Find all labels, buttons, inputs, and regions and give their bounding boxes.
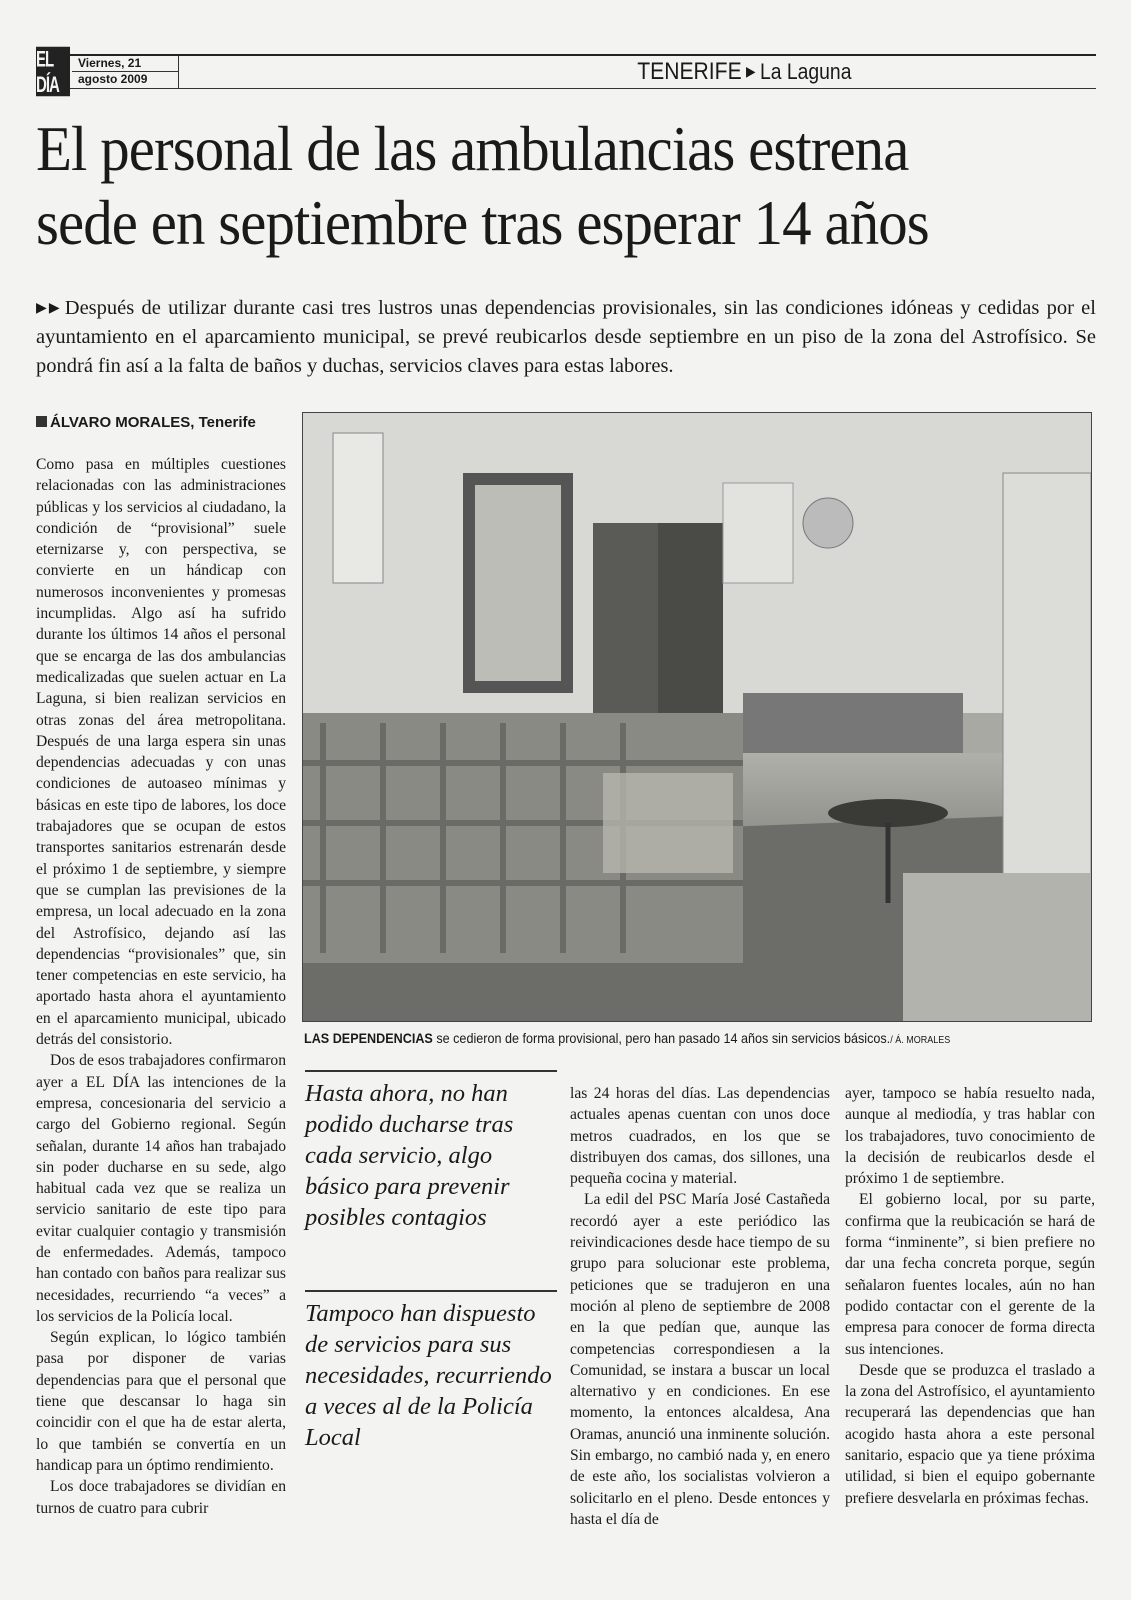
pull-quote-2: Tampoco han dispuesto de servicios para sus necesidades, recurriendo a veces al de la Policía Local	[305, 1290, 557, 1453]
double-arrow-icon: ▶▶	[36, 300, 62, 316]
caption-text: se cedieron de forma provisional, pero han pasado 14 años sin servicios básicos.	[432, 1030, 891, 1046]
issue-month-year: agosto 2009	[78, 72, 148, 86]
pull-quote-1: Hasta ahora, no han podido ducharse tras cada servicio, algo básico para prevenir posibles contagios	[305, 1070, 557, 1233]
article-column-4	[845, 1083, 1095, 1509]
paragraph: Desde que se produzca el traslado a la zona del Astrofísico, el ayuntamiento recuperará las dependencias que han acogido hasta ahora a este personal sanitario, espacio que ya tiene próxima utilidad, si bien el equipo gobernante prefiere desvelarla en próximas fechas.	[845, 1361, 1095, 1507]
paragraph: El gobierno local, por su parte, confirma que la reubicación se hará de forma “inminente”, si bien prefiere no dar una fecha concreta porque, según señalaron fuentes locales, aún no han podido contactar con el gerente de la empresa para conocer de forma directa sus intenciones.	[845, 1191, 1095, 1358]
headline-line-1: El personal de las ambulancias estrena	[36, 113, 909, 184]
caption-lead: LAS DEPENDENCIAS	[304, 1030, 433, 1046]
paragraph: Los doce trabajadores se dividían en turnos de cuatro para cubrir	[36, 1478, 286, 1517]
article-deck	[36, 294, 1096, 381]
paragraph: ayer, tampoco se había resuelto nada, aunque al mediodía, y tras hablar con los trabajadores, tuvo conocimiento de la decisión de reubicarlos desde el próximo 1 de septiembre.	[845, 1085, 1095, 1188]
issue-date	[72, 56, 179, 88]
article-column-1	[36, 454, 286, 1519]
byline	[36, 414, 256, 431]
header-rule-top	[36, 54, 1096, 56]
paragraph: Como pasa en múltiples cuestiones relacionadas con las administraciones públicas y los servicios al ciudadano, la condición de “provisional” suele eternizarse y, con perspectiva, se convierte en un hándicap con numerosos inconvenientes y promesas incumplidas. Algo así ha sufrido durante los últimos 14 años el personal que se encarga de las dos ambulancias medicalizadas que suelen actuar en La Laguna, si bien realizan servicios en otras zonas del área metropolitana. Después de una larga espera sin unas dependencias adecuadas y con unas condiciones de autoaseo mínimas y básicas en este tipo de labores, los doce trabajadores que se ocupan de estos transportes sanitarios estrenarán desde el próximo 1 de septiembre, y siempre que se cumplan las previsiones de la empresa, un local adecuado en la zona del Astrofísico, dejando así las dependencias “provisionales” que, sin tener competencias en este servicio, ha aportado hasta ahora el ayuntamiento en el aparcamiento municipal, ubicado detrás del consistorio.	[36, 456, 286, 1049]
paragraph: las 24 horas del días. Las dependencias actuales apenas cuentan con unos doce metros cuadrados, en los que se distribuyen dos camas, dos sillones, una pequeña cocina y material.	[570, 1085, 830, 1188]
headline-line-2: sede en septiembre tras esperar 14 años	[36, 187, 929, 258]
article-photo	[302, 412, 1092, 1022]
byline-author: ÁLVARO MORALES	[50, 414, 191, 431]
header-rule-bottom	[36, 88, 1096, 89]
paragraph: Dos de esos trabajadores confirmaron ayer a EL DÍA las intenciones de la empresa, concesionaria del servicio a cargo del Gobierno regional. Según señalan, durante 14 años han trabajado sin poder ducharse en su sede, algo habitual cada vez que se realiza un servicio sanitario de este tipo para evitar cualquier contagio y transmisión de enfermedades. Además, tampoco han contado con baños para realizar sus necesidades, recurriendo “a veces” a los servicios de la Policía local.	[36, 1052, 286, 1325]
byline-place: , Tenerife	[190, 414, 256, 431]
photo-caption	[304, 1030, 1015, 1046]
section-label	[637, 58, 851, 86]
section-name: TENERIFE	[636, 58, 742, 85]
paragraph: Según explican, lo lógico también pasa por disponer de varias dependencias para que el personal que tiene que descansar lo haga sin coincidir con el que ha de estar alerta, lo que también se convertía en un handicap para un óptimo rendimiento.	[36, 1329, 286, 1474]
subsection-name: La Laguna	[759, 59, 851, 84]
triangle-right-icon: ▶	[745, 63, 756, 79]
photo-credit: / Á. MORALES	[890, 1035, 951, 1046]
issue-day: Viernes, 21	[72, 56, 178, 72]
square-bullet-icon	[36, 416, 47, 427]
newspaper-logo: EL DÍA	[36, 47, 70, 97]
room-photo-illustration	[303, 413, 1091, 1021]
deck-text: Después de utilizar durante casi tres lustros unas dependencias provisionales, sin las condiciones idóneas y cedidas por el ayuntamiento en el aparcamiento municipal, se prevé reubicarlos desde septiembre en un piso de la zona del Astrofísico. Se pondrá fin así a la falta de baños y duchas, servicios claves para estas labores.	[36, 297, 1096, 377]
paragraph: La edil del PSC María José Castañeda recordó ayer a este periódico las reivindicaciones desde hace tiempo de su grupo para solucionar este problema, peticiones que se tradujeron en una moción al pleno de septiembre de 2008 en la que pedían que, aunque las competencias correspondiesen a la Comunidad, se instara a buscar un local alternativo y en condiciones. En ese momento, la entonces alcaldesa, Ana Oramas, anunció una inminente solución. Sin embargo, no cambió nada y, en enero de este año, los socialistas volvieron a solicitarlo en el pleno. Desde entonces y hasta el día de	[570, 1191, 830, 1528]
headline	[36, 112, 1020, 260]
article-column-3	[570, 1083, 830, 1530]
